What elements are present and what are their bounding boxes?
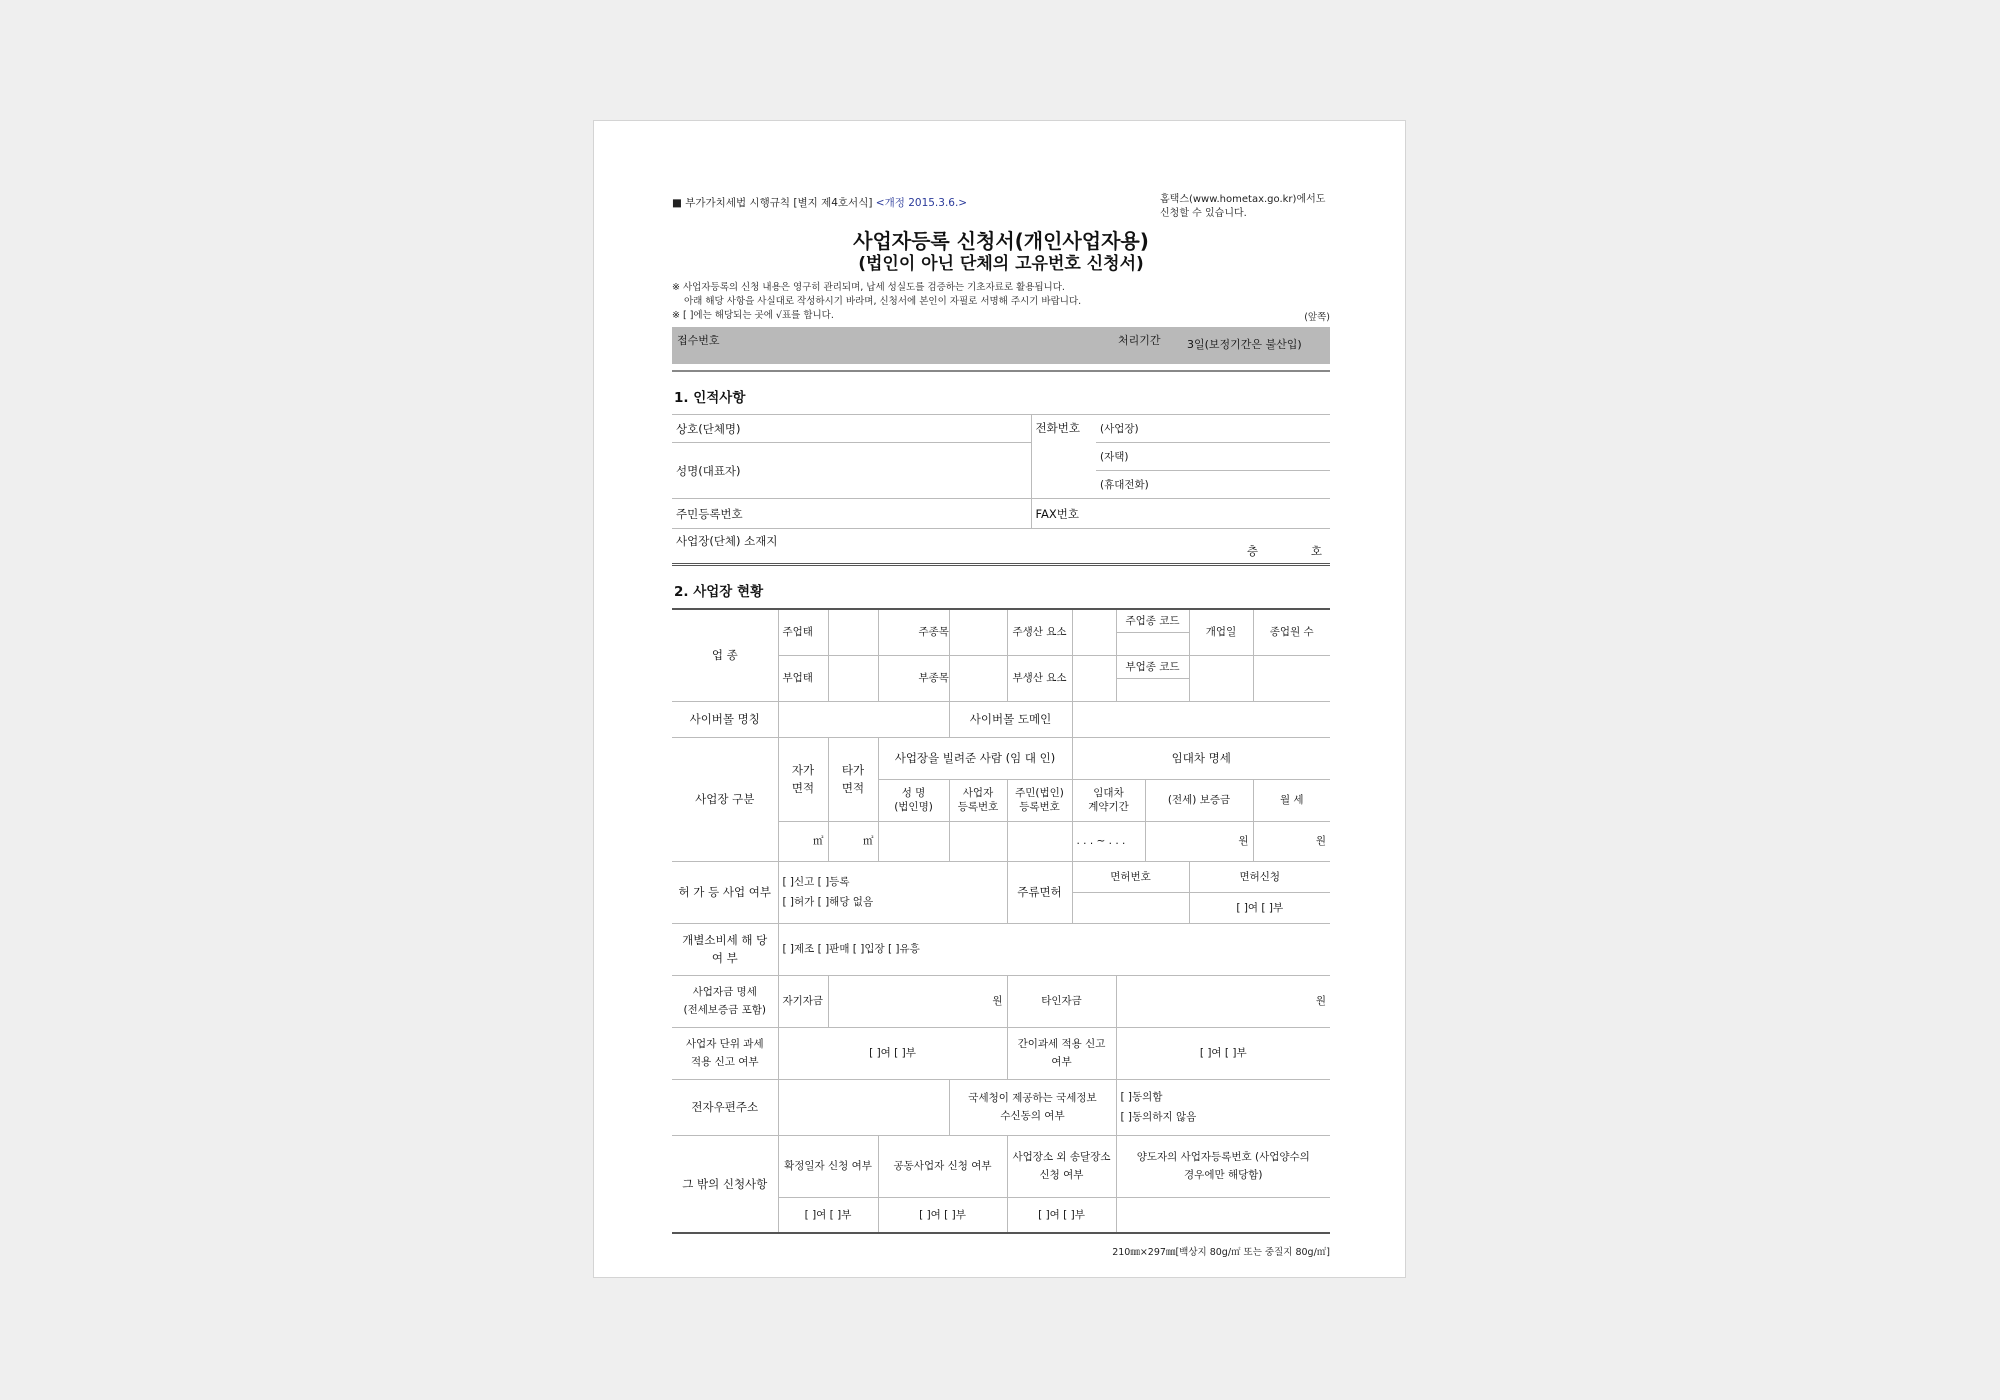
business-registration-form — [672, 193, 1330, 1258]
phone-home-field[interactable]: (자택) — [1096, 443, 1330, 471]
main-item-field[interactable] — [949, 609, 1007, 655]
other-requests-label: 그 밖의 신청사항 — [672, 1135, 778, 1233]
employees-label: 종업원 수 — [1253, 609, 1330, 655]
sub-factor-field[interactable] — [1072, 655, 1116, 701]
receipt-bar — [672, 327, 1330, 364]
sub-code-field[interactable] — [1116, 678, 1189, 701]
main-item-label: 주종목 — [878, 609, 949, 655]
main-business-field[interactable] — [828, 609, 878, 655]
lease-period-label: 임대차 계약기간 — [1072, 779, 1145, 821]
sub-code-label: 부업종 코드 — [1116, 655, 1189, 678]
note-1: ※ 사업자등록의 신청 내용은 영구히 관리되며, 납세 성실도를 검증하는 기초자료로 활용됩니다. — [672, 282, 1065, 293]
license-opt-row1[interactable]: [ ]신고 [ ]등록 — [782, 876, 850, 888]
note-3: ※ [ ]에는 해당되는 곳에 √표를 합니다. — [672, 310, 834, 321]
note-2: 아래 해당 사항을 사실대로 작성하시기 바라며, 신청서에 본인이 자필로 서명해 주시기 바랍니다. — [684, 296, 1082, 307]
unit-tax-label: 사업자 단위 과세 적용 신고 여부 — [672, 1027, 778, 1079]
sub-business-label: 부업태 — [778, 655, 828, 701]
sub-factor-label: 부생산 요소 — [1007, 655, 1072, 701]
simple-tax-options[interactable]: [ ]여 [ ]부 — [1116, 1027, 1330, 1079]
site-type-label: 사업장 구분 — [672, 737, 778, 861]
instructions — [672, 281, 1330, 323]
section2-title: 2. 사업장 현황 — [674, 584, 764, 600]
transferor-field[interactable] — [1116, 1197, 1330, 1233]
lease-detail-label: 임대차 명세 — [1072, 737, 1330, 779]
disagree-option[interactable]: [ ]동의하지 않음 — [1120, 1111, 1197, 1123]
transferor-label: 양도자의 사업자등록번호 (사업양수의 경우에만 해당함) — [1116, 1135, 1330, 1197]
resident-no-field[interactable]: 주민등록번호 — [672, 499, 1031, 529]
lease-period-field[interactable]: . . . ~ . . . — [1072, 821, 1145, 861]
lessor-name-label: 성 명 (법인명) — [878, 779, 949, 821]
cyber-name-label: 사이버몰 명칭 — [672, 701, 778, 737]
representative-name-field[interactable]: 성명(대표자) — [672, 443, 1031, 499]
section1-title: 1. 인적사항 — [674, 390, 746, 406]
law-ref-text: ■ 부가가치세법 시행규칙 [별지 제4호서식] — [672, 197, 873, 209]
other-funds-field[interactable]: 원 — [1116, 975, 1330, 1027]
sub-business-field[interactable] — [828, 655, 878, 701]
joint-business-options[interactable]: [ ]여 [ ]부 — [878, 1197, 1007, 1233]
license-label: 허 가 등 사업 여부 — [672, 861, 778, 923]
revision-text: <개정 2015.3.6.> — [875, 197, 968, 209]
address-field[interactable]: 사업장(단체) 소재지 층 호 — [672, 529, 1330, 565]
main-code-field[interactable] — [1116, 632, 1189, 655]
form-subtitle: (법인이 아닌 단체의 고유번호 신청서) — [858, 254, 1144, 274]
lessor-idno-label: 주민(법인) 등록번호 — [1007, 779, 1072, 821]
other-area-label: 타가 면적 — [828, 737, 878, 821]
deposit-label: (전세) 보증금 — [1145, 779, 1253, 821]
fixed-date-options[interactable]: [ ]여 [ ]부 — [778, 1197, 878, 1233]
lessor-idno-field[interactable] — [1007, 821, 1072, 861]
funds-label: 사업자금 명세 (전세보증금 포함) — [672, 975, 778, 1027]
email-field[interactable] — [778, 1079, 949, 1135]
simple-tax-label: 간이과세 적용 신고 여부 — [1007, 1027, 1116, 1079]
processing-label: 처리기간 — [1114, 328, 1183, 364]
own-area-label: 자가 면적 — [778, 737, 828, 821]
license-opt-row2[interactable]: [ ]허가 [ ]해당 없음 — [782, 896, 874, 908]
main-business-label: 주업태 — [778, 609, 828, 655]
main-factor-field[interactable] — [1072, 609, 1116, 655]
excise-options[interactable]: [ ]제조 [ ]판매 [ ]입장 [ ]유흥 — [778, 923, 1330, 975]
excise-label: 개별소비세 해 당 여 부 — [672, 923, 778, 975]
industry-label: 업 종 — [672, 609, 778, 701]
main-code-label: 주업종 코드 — [1116, 609, 1189, 632]
liquor-no-label: 면허번호 — [1072, 861, 1189, 892]
sub-item-field[interactable] — [949, 655, 1007, 701]
phone-mobile-field[interactable]: (휴대전화) — [1096, 471, 1330, 499]
cyber-domain-label: 사이버몰 도메인 — [949, 701, 1072, 737]
phone-label: 전화번호 — [1031, 415, 1096, 499]
employees-field[interactable] — [1253, 655, 1330, 701]
lessor-name-field[interactable] — [878, 821, 949, 861]
sub-item-label: 부종목 — [878, 655, 949, 701]
phone-business-field[interactable]: (사업장) — [1096, 415, 1330, 443]
liquor-no-field[interactable] — [1072, 892, 1189, 923]
hometax-note: 홈택스(www.hometax.go.kr)에서도 신청할 수 있습니다. — [1160, 194, 1326, 219]
paper-spec-footer: 210㎜×297㎜[백상지 80g/㎡ 또는 중질지 80g/㎡] — [1112, 1247, 1330, 1258]
nts-consent-label: 국세청이 제공하는 국세정보 수신동의 여부 — [949, 1079, 1116, 1135]
monthly-rent-label: 월 세 — [1253, 779, 1330, 821]
email-label: 전자우편주소 — [672, 1079, 778, 1135]
form-header — [672, 193, 1330, 227]
law-reference — [672, 195, 967, 210]
monthly-rent-field[interactable]: 원 — [1253, 821, 1330, 861]
deposit-field[interactable]: 원 — [1145, 821, 1253, 861]
form-paper — [593, 120, 1406, 1278]
joint-business-label: 공동사업자 신청 여부 — [878, 1135, 1007, 1197]
front-page-label: (앞쪽) — [1304, 312, 1330, 323]
liquor-apply-label: 면허신청 — [1189, 861, 1330, 892]
fax-label: FAX번호 — [1031, 499, 1096, 529]
form-title: 사업자등록 신청서(개인사업자용) — [853, 229, 1149, 253]
main-factor-label: 주생산 요소 — [1007, 609, 1072, 655]
open-date-label: 개업일 — [1189, 609, 1253, 655]
business-status-table — [672, 608, 1330, 1234]
agree-option[interactable]: [ ]동의함 — [1120, 1091, 1163, 1103]
unit-tax-options[interactable]: [ ]여 [ ]부 — [778, 1027, 1007, 1079]
own-funds-label: 자기자금 — [778, 975, 828, 1027]
other-area-field[interactable]: ㎡ — [828, 821, 878, 861]
trade-name-field[interactable]: 상호(단체명) — [672, 415, 1031, 443]
cyber-domain-field[interactable] — [1072, 701, 1330, 737]
unit-label: 호 — [1310, 544, 1322, 558]
cyber-name-field[interactable] — [778, 701, 949, 737]
receipt-no-field — [801, 328, 1114, 364]
lessor-bizno-label: 사업자 등록번호 — [949, 779, 1007, 821]
other-funds-label: 타인자금 — [1007, 975, 1116, 1027]
own-area-field[interactable]: ㎡ — [778, 821, 828, 861]
personal-info-table — [672, 414, 1330, 566]
fax-field[interactable] — [1096, 499, 1330, 529]
liquor-license-label: 주류면허 — [1007, 861, 1072, 923]
open-date-field[interactable] — [1189, 655, 1253, 701]
liquor-apply-options[interactable]: [ ]여 [ ]부 — [1189, 892, 1330, 923]
delivery-place-label: 사업장소 외 송달장소 신청 여부 — [1007, 1135, 1116, 1197]
receipt-no-label: 접수번호 — [673, 328, 801, 364]
nts-consent-options[interactable] — [1116, 1079, 1330, 1135]
floor-label: 층 — [1246, 544, 1258, 558]
license-options[interactable] — [778, 861, 1007, 923]
own-funds-field[interactable]: 원 — [828, 975, 1007, 1027]
processing-value: 3일(보정기간은 불산입) — [1183, 328, 1330, 364]
fixed-date-label: 확정일자 신청 여부 — [778, 1135, 878, 1197]
lessor-label: 사업장을 빌려준 사람 (임 대 인) — [878, 737, 1072, 779]
lessor-bizno-field[interactable] — [949, 821, 1007, 861]
delivery-place-options[interactable]: [ ]여 [ ]부 — [1007, 1197, 1116, 1233]
